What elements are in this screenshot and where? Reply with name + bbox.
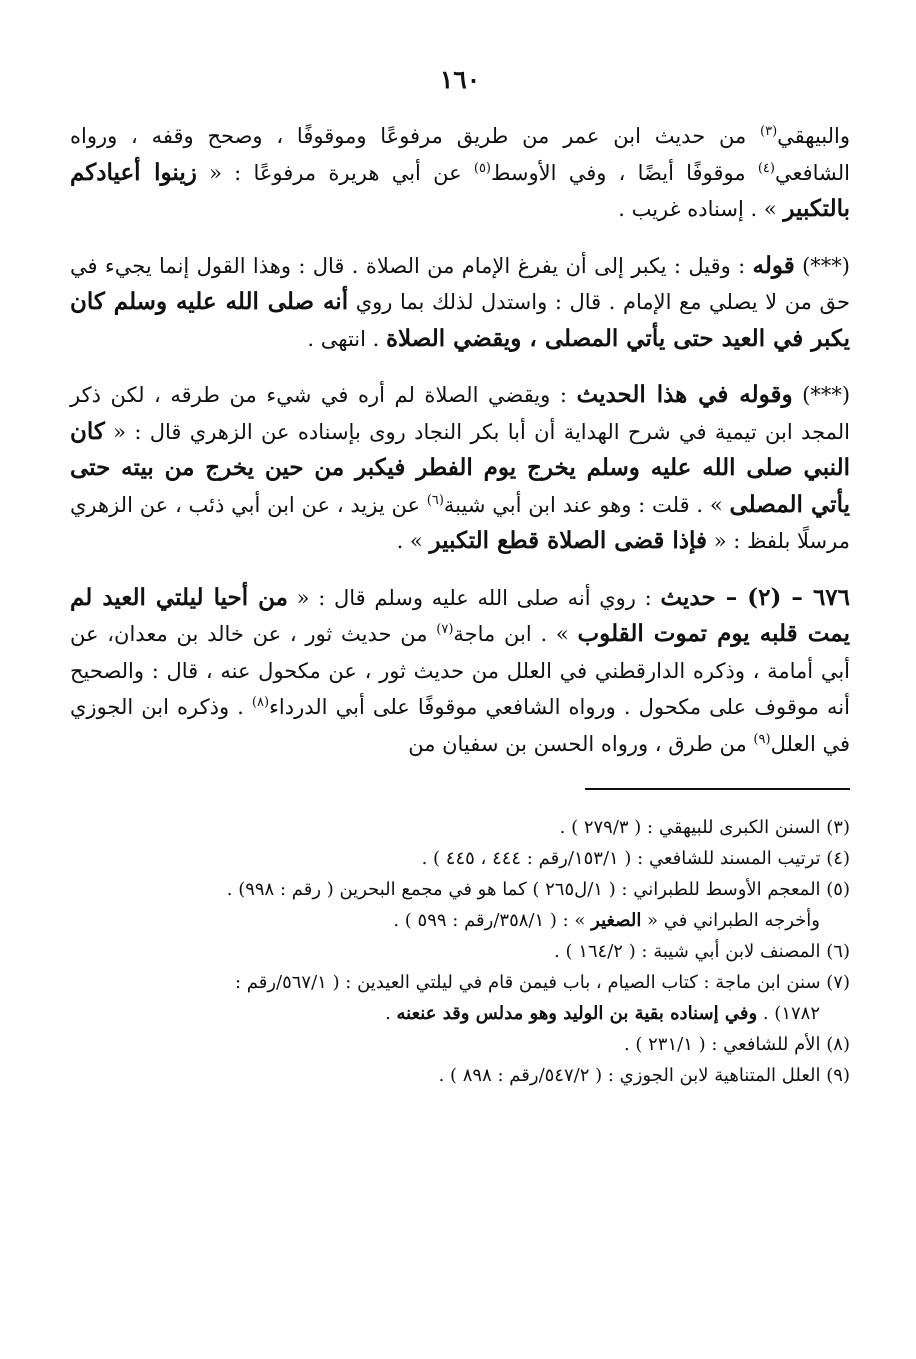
text-run: والبيهقي	[777, 124, 850, 148]
footnote-text: » : ( ٣٥٨/١/رقم : ٥٩٩ ) .	[393, 910, 592, 931]
text-run: : ويقضي الصلاة لم أره في شيء من طرقه ، لكن ذكر المجد ابن تيمية في شرح الهداية أن أبا بكر النجاد روى بإسناده عن الزهري قال : «	[70, 383, 850, 444]
text-run: . انتهى .	[307, 326, 386, 351]
footnote	[70, 936, 850, 967]
paragraph	[70, 118, 850, 228]
footnote-text: ١٧٨٢) .	[757, 1003, 820, 1024]
bold-heading: وقوله في هذا الحديث	[576, 381, 793, 408]
text-run: » . ابن ماجة	[453, 622, 578, 646]
footnote-continuation	[70, 905, 850, 936]
footnote-ref: (٤)	[757, 160, 775, 176]
text-run: : وقيل : يكبر إلى أن يفرغ الإمام من الصلاة . قال : وهذا القول إنما يجيء في حق من لا يصلي مع الإمام . قال : واستدل لذلك بما روي	[70, 253, 851, 314]
paragraph	[70, 377, 850, 560]
text-run: » . قلت : وهو عند ابن أبي شيبة	[443, 492, 730, 517]
footnote-ref: (٣)	[760, 124, 778, 139]
footnote-text: وأخرجه الطبراني في «	[641, 910, 820, 931]
text-run: » . إسناده غريب .	[618, 197, 784, 221]
footnote-ref: (٩)	[753, 731, 771, 747]
footnotes	[70, 812, 850, 1091]
text-run: موقوفًا أيضًا ، وفي الأوسط	[491, 160, 758, 185]
footnote-ref: (٨)	[251, 695, 270, 710]
footnote-ref: (٦)	[426, 492, 444, 508]
footnote-text: (٨) الأم للشافعي : ( ٢٣١/١ ) .	[623, 1034, 850, 1055]
hadith-quote: كان النبي صلى الله عليه وسلم يخرج يوم الفطر فيكبر من حين يخرج من بيته حتى يأتي المصلى	[70, 417, 850, 518]
footnote	[70, 874, 850, 905]
text-run: عن أبي هريرة مرفوعًا : «	[196, 160, 474, 185]
main-text	[70, 118, 850, 762]
text-run: : روي أنه صلى الله عليه وسلم قال : «	[287, 585, 661, 610]
footnote	[70, 812, 850, 843]
footnote	[70, 1029, 850, 1060]
text-run: » .	[396, 529, 430, 553]
footnote-text: (٩) العلل المتناهية لابن الجوزي : ( ٥٤٧/٢/رقم : ٨٩٨ ) .	[438, 1065, 850, 1086]
paragraph	[70, 248, 850, 358]
text-run: من حديث ثور ، عن خالد بن معدان، عن أبي أمامة ، وذكره الدارقطني في العلل من حديث ثور ، عن مكحول عنه ، قال : والصحيح أنه موقوف على مكحول . ورواه الشافعي موقوفًا على أبي الدرداء	[70, 622, 850, 719]
hadith-number: ٦٧٦ – (٢) – حديث	[660, 583, 850, 611]
footnote-text: (٦) المصنف لابن أبي شيبة : ( ١٦٤/٢ ) .	[554, 941, 850, 962]
text-run: . وذكره ابن الجوزي في العلل	[70, 695, 850, 756]
text-run: من طرق ، ورواه الحسن بن سفيان من	[408, 731, 754, 756]
footnote-text: (٧) سنن ابن ماجة : كتاب الصيام ، باب فيمن قام في ليلتي العيدين : ( ٥٦٧/١/رقم :	[234, 972, 850, 993]
page-number: ١٦٠	[439, 65, 481, 94]
footnote-text: (٣) السنن الكبرى للبيهقي : ( ٢٧٩/٣ ) .	[559, 817, 850, 838]
footnote	[70, 967, 850, 998]
hadith-quote: فإذا قضى الصلاة قطع التكبير	[429, 527, 708, 554]
footnote	[70, 1060, 850, 1091]
footnote-ref: (٥)	[473, 160, 491, 176]
text-run: عن يزيد ، عن ابن أبي ذئب ، عن الزهري مرسلًا بلفظ : «	[70, 492, 850, 553]
hadith-quote: من أحيا ليلتي العيد لم يمت قلبه يوم تموت القلوب	[70, 583, 850, 647]
footnote-continuation	[70, 998, 850, 1029]
footnote	[70, 843, 850, 874]
text-run: من حديث ابن عمر من طريق مرفوعًا وموقوفًا ، وصحح وقفه ، ورواه الشافعي	[70, 124, 850, 185]
footnote-text: (٥) المعجم الأوسط للطبراني : ( ١/ل٢٦٥ ) كما هو في مجمع البحرين ( رقم : ٩٩٨) .	[226, 879, 850, 900]
bold-heading: قوله	[752, 251, 795, 279]
text-run: (***)	[794, 253, 851, 278]
paragraph	[70, 580, 850, 763]
footnote-separator	[585, 788, 850, 790]
footnote-text: .	[385, 1003, 397, 1024]
footnote-bold: وفي إسناده بقية بن الوليد وهو مدلس وقد عنعنه	[396, 1003, 758, 1024]
hadith-quote: زينوا أعيادكم بالتكبير	[70, 158, 850, 222]
text-run: (***)	[792, 383, 851, 407]
footnote-text: (٤) ترتيب المسند للشافعي : ( ١٥٣/١/رقم : ٤٤٤ ، ٤٤٥ ) .	[421, 848, 850, 869]
footnote-ref: (٧)	[436, 622, 454, 637]
footnote-bold: الصغير	[591, 910, 642, 931]
hadith-quote: أنه صلى الله عليه وسلم كان يكبر في العيد حتى يأتي المصلى ، ويقضي الصلاة	[70, 288, 850, 352]
